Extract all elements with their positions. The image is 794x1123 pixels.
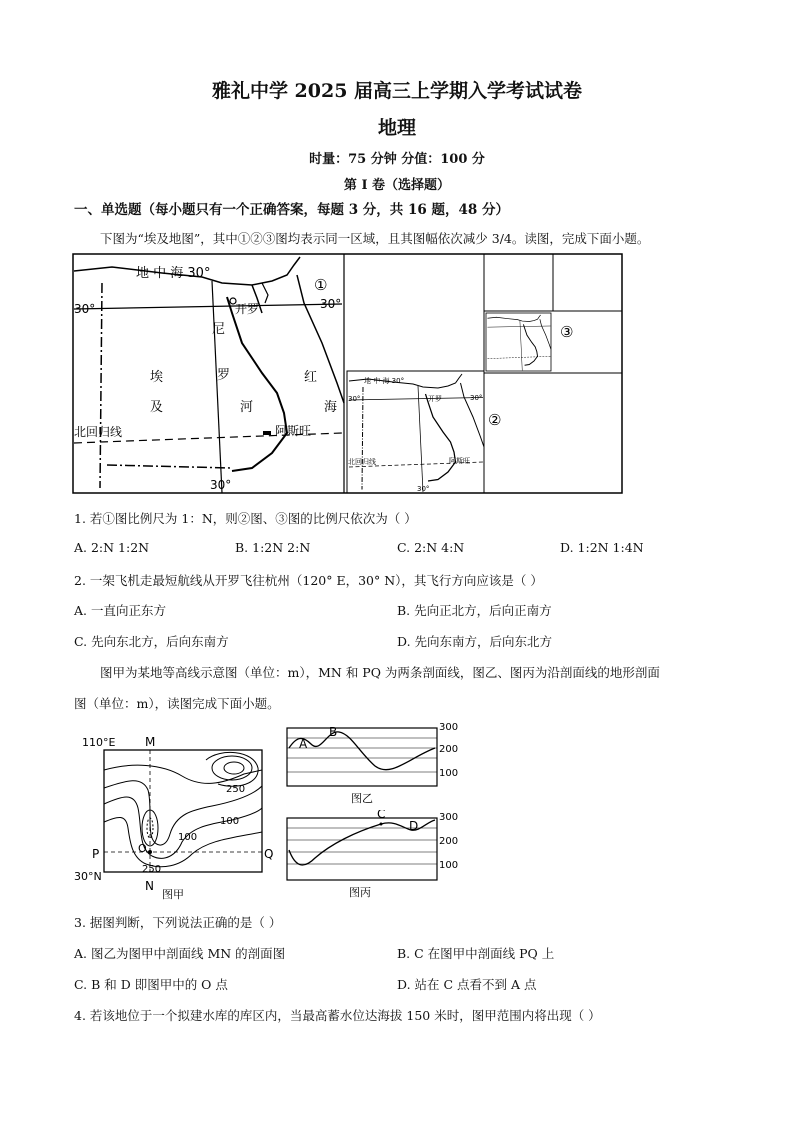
red-sea-label-1: 红 <box>304 370 318 385</box>
small-tropic-label: 北回归线 <box>348 458 376 466</box>
small-cairo-label: 开罗 <box>428 395 442 403</box>
question-1-stem: 1. 若①图比例尺为 1：N，则②图、③图的比例尺依次为（ ） <box>74 511 417 526</box>
sea-label: 地 中 海 30° <box>136 266 211 281</box>
point-c-label: C <box>377 810 386 821</box>
lat-label: 30°N <box>74 870 102 883</box>
longitude-30-line <box>212 281 222 493</box>
aswan-marker <box>263 431 271 435</box>
profile-yi-frame <box>287 728 437 786</box>
contour-peak-inner <box>224 762 244 774</box>
q1-option-b[interactable]: B. 1:2N 2:N <box>235 540 311 555</box>
question-2-stem: 2. 一架飞机走最短航线从开罗飞往杭州（120° E，30° N），其飞行方向应该是（ ） <box>74 573 543 588</box>
map3-border <box>486 313 551 371</box>
contour-peak-outer <box>212 756 252 780</box>
lon-label: 110°E <box>82 736 116 749</box>
nile-label-3: 河 <box>240 400 254 415</box>
q2-option-d[interactable]: D. 先向东南方，后向东北方 <box>397 634 553 649</box>
lon30-label: 30° <box>210 478 232 492</box>
small-aswan-label: 阿斯旺 <box>449 457 470 465</box>
contour-label-250a: 250 <box>226 784 246 795</box>
q2-option-b[interactable]: B. 先向正北方，后向正南方 <box>397 603 552 618</box>
profile-yi-caption: 图乙 <box>351 792 373 805</box>
q3-option-d[interactable]: D. 站在 C 点看不到 A 点 <box>397 977 537 992</box>
profile-yi-curve <box>289 732 435 770</box>
border-south <box>107 465 232 468</box>
map3-sketch <box>487 315 550 370</box>
contour-line <box>206 752 258 786</box>
intro2-line1: 图甲为某地等高线示意图（单位：m），MN 和 PQ 为两条剖面线，图乙、图丙为沿剖面线的地形剖面 <box>100 665 660 680</box>
q3-option-c[interactable]: C. B 和 D 即图甲中的 O 点 <box>74 977 228 992</box>
point-c-marker <box>380 823 383 826</box>
lat30-right-label: 30° <box>320 297 342 311</box>
small-30r-label: 30° <box>470 394 483 402</box>
small-30l-label: 30° <box>348 395 361 403</box>
o-label: O <box>138 842 147 855</box>
question-4-stem: 4. 若该地位于一个拟建水库的库区内，当最高蓄水位达海拔 150 米时，图甲范围内将出现（ ） <box>74 1008 601 1023</box>
nile-label-1: 尼 <box>212 322 226 337</box>
profile-bing-caption: 图丙 <box>349 886 371 899</box>
intro2-line2: 图（单位：m），读图完成下面小题。 <box>74 696 280 711</box>
profile-bing-figure <box>285 810 465 902</box>
question-3-stem: 3. 据图判断，下列说法正确的是（ ） <box>74 915 282 930</box>
q2-option-c[interactable]: C. 先向东北方，后向东南方 <box>74 634 229 649</box>
q1-option-d[interactable]: D. 1:2N 1:4N <box>560 540 644 555</box>
circle1-label: ① <box>314 276 328 294</box>
time-info: 时量：75 分钟 分值：100 分 <box>309 152 485 167</box>
circle3-label: ③ <box>560 323 574 341</box>
nile-label-2: 罗 <box>217 368 231 383</box>
sinai-coast <box>262 283 268 303</box>
q3-option-b[interactable]: B. C 在图甲中剖面线 PQ 上 <box>397 946 555 961</box>
section-heading: 一、单选题（每小题只有一个正确答案，每题 3 分，共 16 题，48 分） <box>74 202 509 218</box>
q1-option-c[interactable]: C. 2:N 4:N <box>397 540 465 555</box>
contour-frame <box>104 750 262 872</box>
border-west <box>100 283 102 488</box>
tropic-label: 北回归线 <box>74 425 123 439</box>
aswan-label: 阿斯旺 <box>275 424 312 438</box>
subject-title: 地理 <box>377 117 416 139</box>
small-sea-label: 地 中 海 30° <box>364 377 405 385</box>
map2-border <box>347 371 484 493</box>
map2-sketch <box>349 374 484 492</box>
contour-label-250b: 250 <box>142 864 162 875</box>
lat30-left-label: 30° <box>74 302 96 316</box>
bing-tick-100: 100 <box>439 860 459 871</box>
point-d-label: D <box>409 819 419 833</box>
n-label: N <box>145 879 154 893</box>
red-sea-label-2: 海 <box>324 400 338 415</box>
egypt-label-2: 及 <box>150 400 164 415</box>
egypt-map-figure <box>72 253 624 495</box>
q-label: Q <box>264 847 274 861</box>
intro-paragraph: 下图为“埃及地图”，其中①②③图均表示同一区域，且其图幅依次减少 3/4。读图，完成下面小题。 <box>100 231 650 246</box>
m-label: M <box>145 735 156 749</box>
p-label: P <box>92 847 100 861</box>
nile-river <box>227 297 287 471</box>
contour-map-figure <box>72 730 282 902</box>
yi-tick-200: 200 <box>439 744 459 755</box>
point-a-label: A <box>299 737 308 751</box>
q2-option-a[interactable]: A. 一直向正东方 <box>74 603 166 618</box>
small-lon-label: 30° <box>417 485 430 493</box>
point-b-label: B <box>329 725 338 739</box>
profile-yi-figure <box>285 718 465 808</box>
point-o-marker <box>148 850 152 854</box>
q3-option-a[interactable]: A. 图乙为图甲中剖面线 MN 的剖面图 <box>74 946 286 961</box>
egypt-label-1: 埃 <box>150 370 164 385</box>
cairo-label: 开罗 <box>235 302 260 316</box>
contour-caption: 图甲 <box>162 888 184 901</box>
circle2-label: ② <box>488 411 502 429</box>
q1-option-a[interactable]: A. 2:N 1:2N <box>74 540 150 555</box>
contour-label-100b: 100 <box>178 832 198 843</box>
contour-label-100a: 100 <box>220 816 240 827</box>
bing-tick-200: 200 <box>439 836 459 847</box>
contour-line <box>104 765 262 783</box>
yi-tick-300: 300 <box>439 722 459 733</box>
latitude-30-line <box>74 304 342 309</box>
volume-title: 第 I 卷（选择题） <box>343 178 451 193</box>
exam-title: 雅礼中学 2025 届高三上学期入学考试试卷 <box>211 80 583 102</box>
yi-tick-100: 100 <box>439 768 459 779</box>
bing-tick-300: 300 <box>439 812 459 823</box>
